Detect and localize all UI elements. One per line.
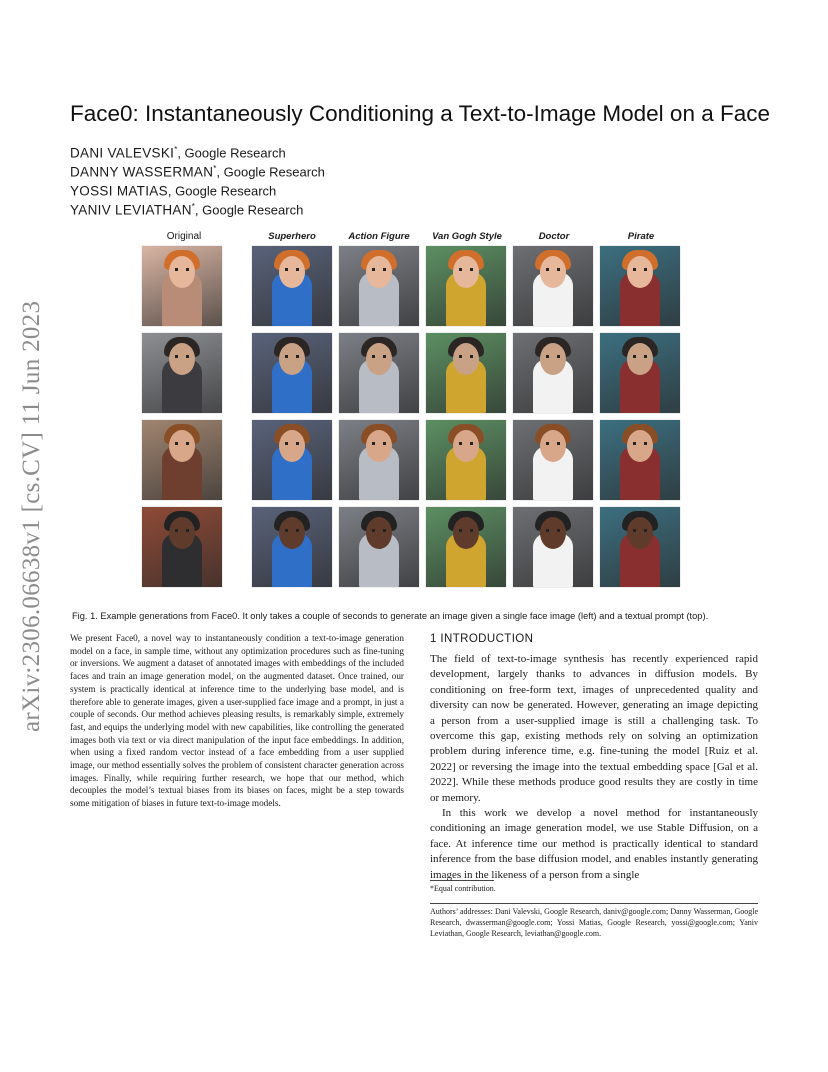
- author-name: YANIV LEVIATHAN: [70, 202, 192, 218]
- generated-image-doctor: [513, 507, 593, 587]
- generated-image-superhero: [252, 246, 332, 326]
- abstract-text: We present Face0, a novel way to instantaneously condition a text-to-image generation model on a face, in sample time, without any optimization procedures such as fine-tuning or inversions. We augment a dataset of annotated images with embeddings of the included faces and train an image generation model, on the augmented dataset. Once trained, our system is practically identical at inference time to the underlying base model, and is therefore able to generate images, given a user-supplied face image and a prompt, in just a couple of seconds. Our method achieves pleasing results, is remarkably simple, extremely fast, and equips the underlying model with new capabilities, like controlling the generated images both via text or via direct manipulation of the input face embeddings. In addition, when using a fixed random vector instead of a face embedding from a user supplied image, our method essentially solves the problem of consistent character generation across images. Finally, while requiring further research, we hope that our method, which decouples the model’s textual biases from its biases on faces, might be a step towards some mitigation of biases in future text-to-image models.: [70, 633, 404, 809]
- generated-image-van-gogh-style: [426, 420, 506, 500]
- paragraph: The field of text-to-image synthesis has recently experienced rapid development, largely thanks to advances in diffusion models. By conditioning on free-form text, images of unprecedented quality and diversity can now be generated. However, generating an image depicting a person from a user-supplied image is still a challenging task. To overcome this gap, existing methods rely on solving an optimization problem during inference time, e.g. fine-tuning the model [Ruiz et al. 2022] or reversing the image into the textual embedding space [Gal et al. 2022]. While these methods produce good results they are costly in time or memory.: [430, 653, 758, 804]
- footnote-rule: [430, 880, 494, 881]
- generated-image-pirate: [600, 333, 680, 413]
- generated-image-superhero: [252, 420, 332, 500]
- generated-image-superhero: [252, 333, 332, 413]
- author-affiliation: , Google Research: [216, 164, 325, 180]
- generated-image-van-gogh-style: [426, 507, 506, 587]
- generated-image-pirate: [600, 507, 680, 587]
- column-header-pirate: Pirate: [627, 231, 655, 242]
- generated-image-action-figure: [339, 420, 419, 500]
- equal-contribution-mark: *: [213, 164, 217, 173]
- author-name: DANNY WASSERMAN: [70, 164, 214, 180]
- generated-image-pirate: [600, 246, 680, 326]
- equal-contribution-footnote: *Equal contribution.: [430, 884, 496, 893]
- generated-image-action-figure: [339, 333, 419, 413]
- author-affiliation: , Google Research: [167, 183, 277, 199]
- paper-title: Face0: Instantaneously Conditioning a Text-to-Image Model on a Face: [70, 101, 770, 126]
- addresses-rule: [430, 903, 758, 904]
- column-header-superhero: Superhero: [268, 231, 316, 242]
- column-header-doctor: Doctor: [538, 231, 570, 242]
- column-header-action-figure: Action Figure: [348, 231, 410, 242]
- generated-image-doctor: [513, 246, 593, 326]
- introduction-body: [430, 652, 758, 883]
- column-header-original: Original: [166, 231, 202, 242]
- author-name: YOSSI MATIAS: [70, 183, 168, 199]
- generated-image-superhero: [252, 507, 332, 587]
- author-affiliation: , Google Research: [177, 145, 286, 161]
- paragraph: In this work we develop a novel method for instantaneously conditioning an image generation model, we use Stable Diffusion, on a face. At inference time our method is practically identical to standard inference from the base diffusion model, and enables instantly generating images in the likeness of a person from a single: [430, 807, 758, 881]
- generated-image-original: [142, 420, 222, 500]
- equal-contribution-mark: *: [191, 202, 195, 211]
- generated-image-original: [142, 333, 222, 413]
- author-addresses: Authors’ addresses: Dani Valevski, Google Research, daniv@google.com; Danny Wasserman, Google Research, dwasserman@google.com; Yossi Matias, Google Research, yossi@google.com; Yaniv Leviathan, Google Research, leviathan@google.com.: [430, 907, 758, 939]
- author-affiliation: , Google Research: [194, 202, 304, 218]
- arxiv-identifier-stamp: arXiv:2306.06638v1 [cs.CV] 11 Jun 2023: [18, 300, 45, 732]
- equal-contribution-mark: *: [174, 145, 178, 154]
- generated-image-original: [142, 246, 222, 326]
- author-name: DANI VALEVSKI: [70, 145, 175, 161]
- generated-image-original: [142, 507, 222, 587]
- generated-image-doctor: [513, 420, 593, 500]
- figure-caption: Fig. 1. Example generations from Face0. It only takes a couple of seconds to generate an image given a single face image (left) and a textual prompt (top).: [72, 611, 709, 621]
- generated-image-action-figure: [339, 246, 419, 326]
- generated-image-van-gogh-style: [426, 246, 506, 326]
- generated-image-pirate: [600, 420, 680, 500]
- generated-image-van-gogh-style: [426, 333, 506, 413]
- section-heading-introduction: 1 INTRODUCTION: [430, 633, 534, 645]
- generated-image-action-figure: [339, 507, 419, 587]
- column-header-van-gogh-style: Van Gogh Style: [432, 231, 502, 242]
- generated-image-doctor: [513, 333, 593, 413]
